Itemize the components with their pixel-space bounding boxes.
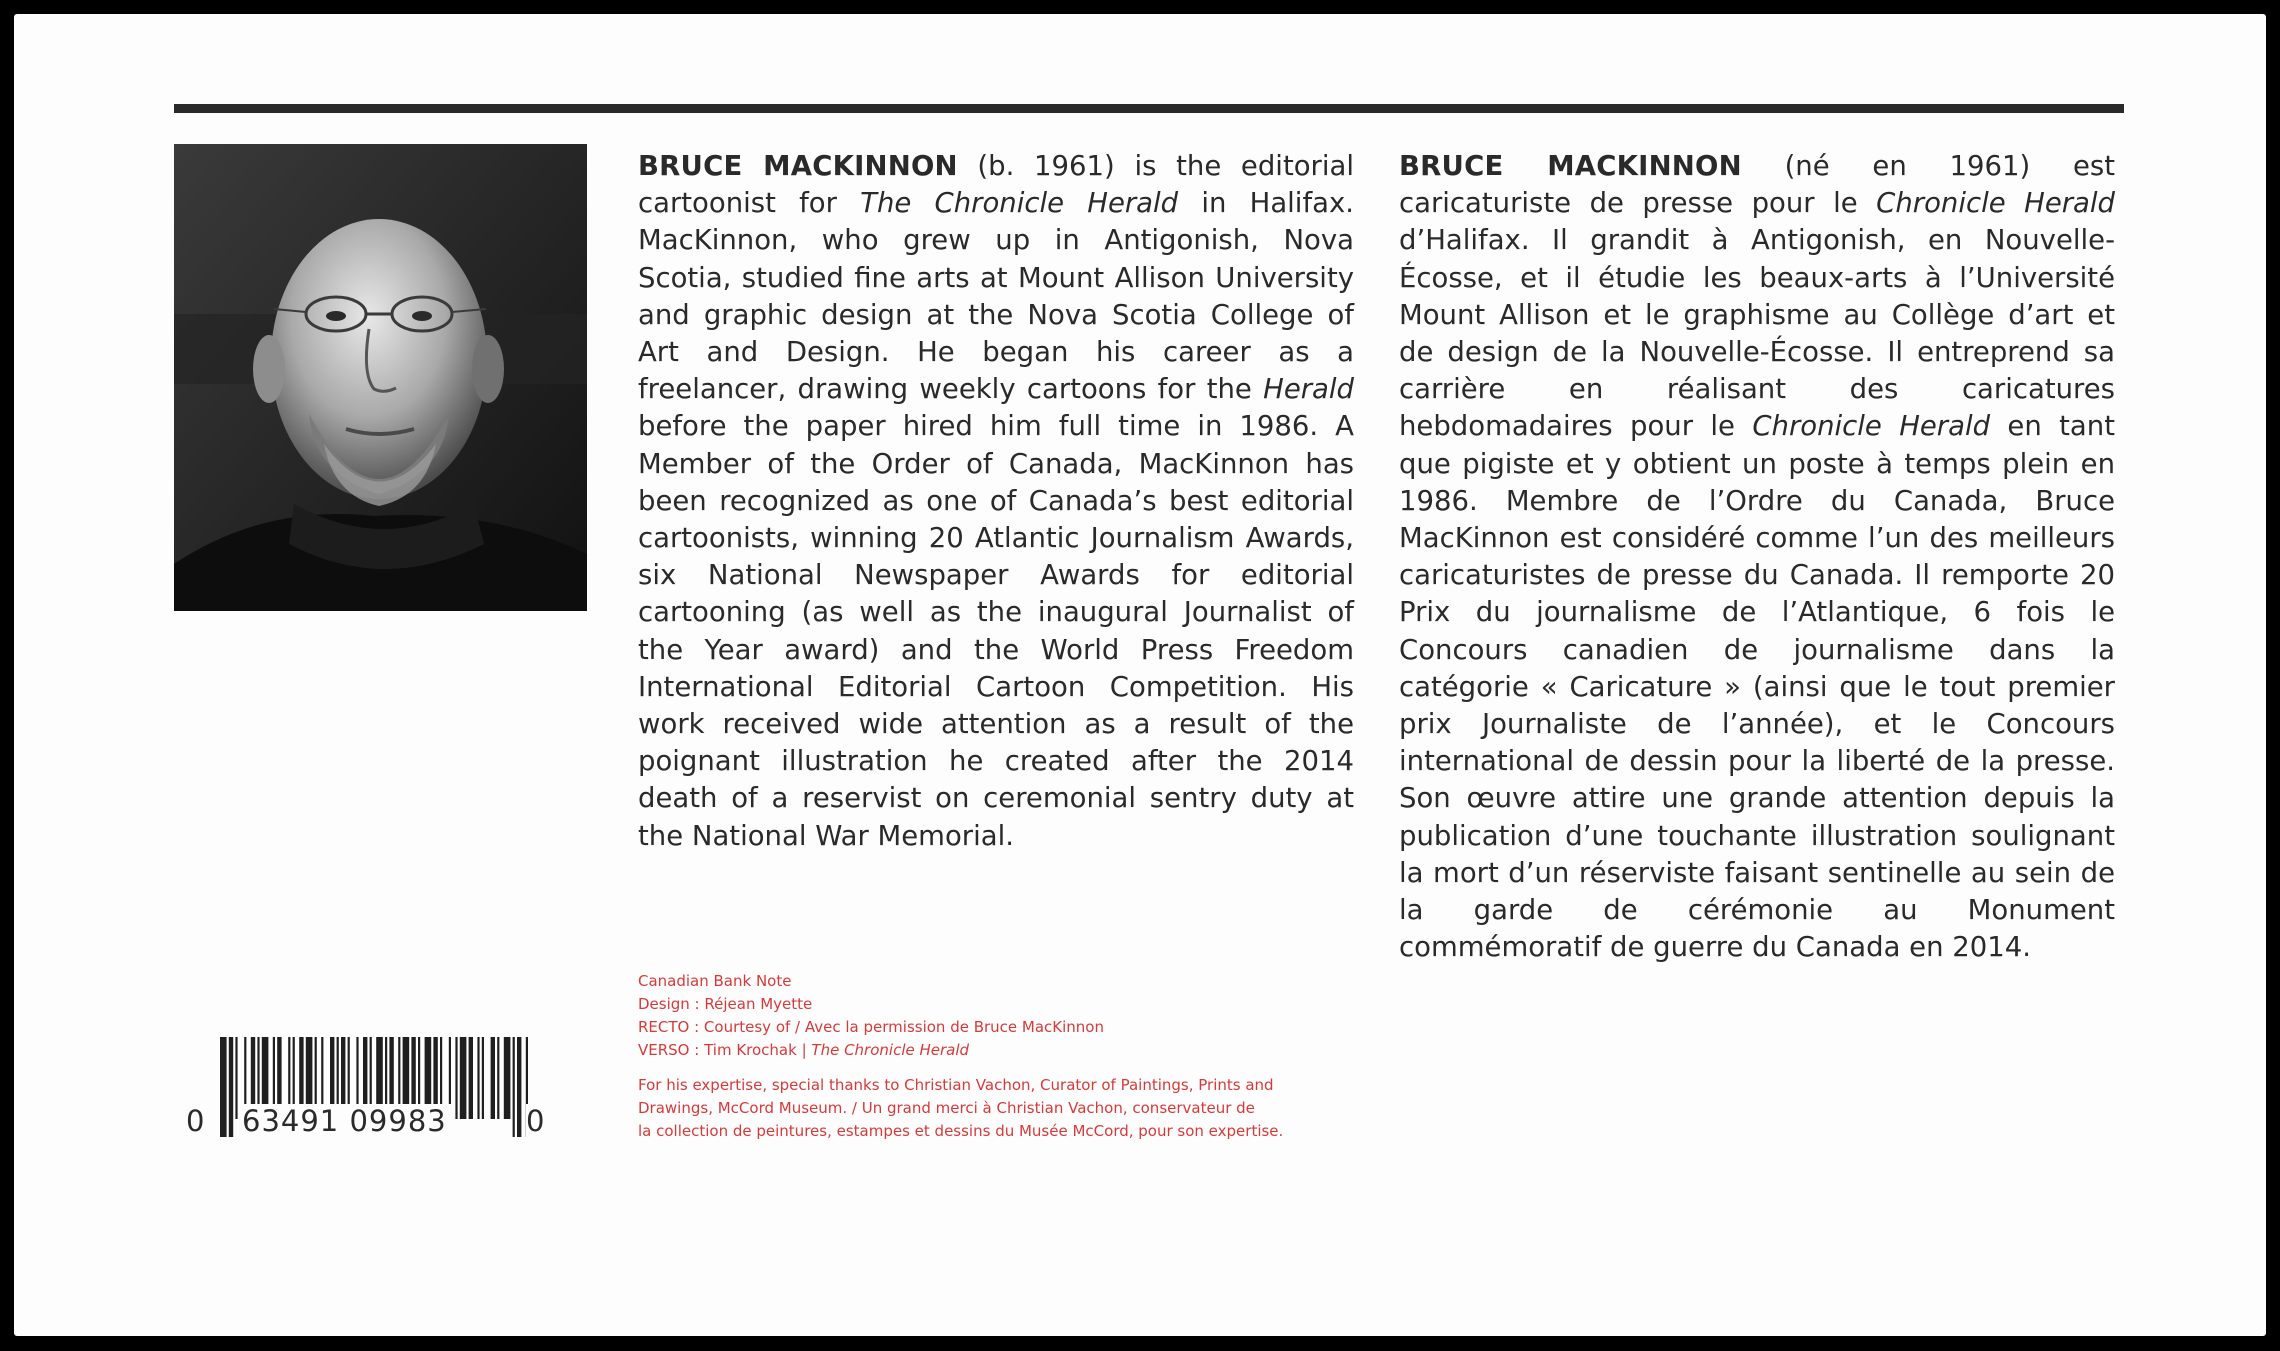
- credit-thanks-3: la collection de peintures, estampes et dessins du Musée McCord, pour son expertise.: [638, 1122, 1284, 1140]
- credits-block: [638, 970, 1398, 1143]
- bio-fr-name: BRUCE MACKINNON: [1399, 150, 1742, 182]
- bio-english: [638, 148, 1354, 855]
- bio-en-italic-2: Herald: [1263, 373, 1354, 406]
- bio-en-name: BRUCE MACKINNON: [638, 150, 958, 182]
- bio-french: [1399, 148, 2115, 966]
- portrait-photo: [174, 144, 587, 611]
- top-rule: [174, 104, 2124, 113]
- bio-en-text-1: (b. 1961) is the editorial cartoonist for: [638, 150, 1354, 220]
- credit-verso-publication: The Chronicle Herald: [811, 1041, 970, 1059]
- bio-en-italic-1: The Chronicle Herald: [860, 187, 1179, 220]
- credit-thanks-1: For his expertise, special thanks to Christian Vachon, Curator of Paintings, Prints and: [638, 1076, 1274, 1094]
- barcode-right-digit: 0: [526, 1104, 545, 1138]
- bio-fr-text-1: (né en 1961) est caricaturiste de presse pour le: [1399, 150, 2115, 220]
- barcode-main-digits: 63491 09983: [238, 1104, 451, 1138]
- barcode-digits: [174, 1104, 554, 1144]
- bio-fr-text-2: d’Halifax. Il grandit à Antigonish, en Nouvelle-Écosse, et il étudie les beaux-arts à l’Université Mount Allison et le graphisme au Collège d’art et de design de la Nouvelle-Écosse. Il entreprend sa carrière en réalisant des caricatures hebdomadaires pour le: [1399, 224, 2115, 443]
- bio-fr-text-3: en tant que pigiste et y obtient un poste à temps plein en 1986. Membre de l’Ordre du Canada, Bruce MacKinnon est considéré comme l’un des meilleurs caricaturistes de presse du Canada. Il remporte 20 Prix du journalisme de l’Atlantique, 6 fois le Concours canadien de journalisme dans la catégorie « Caricature » (ainsi que le tout premier prix Journaliste de l’année), et le Concours international de dessin pour la liberté de la presse. Son œuvre attire une grande attention depuis la publication d’une touchante illustration soulignant la mort d’un réserviste faisant sentinelle au sein de la garde de cérémonie au Monument commémoratif de guerre du Canada en 2014.: [1399, 410, 2115, 964]
- barcode-left-digit: 0: [186, 1104, 205, 1138]
- credit-design: Design : Réjean Myette: [638, 995, 813, 1013]
- credit-thanks-2: Drawings, McCord Museum. / Un grand merci à Christian Vachon, conservateur de: [638, 1099, 1255, 1117]
- credit-verso: [638, 1039, 1398, 1062]
- credit-recto: RECTO : Courtesy of / Avec la permission de Bruce MacKinnon: [638, 1018, 1104, 1036]
- envelope-back: [14, 14, 2266, 1336]
- bio-en-text-3: before the paper hired him full time in 1986. A Member of the Order of Canada, MacKinnon has been recognized as one of Canada’s best editorial cartoonists, winning 20 Atlantic Journalism Awards, six National Newspaper Awards for editorial cartooning (as well as the inaugural Journalist of the Year award) and the World Press Freedom International Editorial Cartoon Competition. His work received wide attention as a result of the poignant illustration he created after the 2014 death of a reservist on ceremonial sentry duty at the National War Memorial.: [638, 410, 1354, 852]
- bio-en-text-2: in Halifax. MacKinnon, who grew up in Antigonish, Nova Scotia, studied fine arts at Mount Allison University and graphic design at the Nova Scotia College of Art and Design. He began his career as a freelancer, drawing weekly cartoons for the: [638, 187, 1355, 406]
- bio-fr-italic-1: Chronicle Herald: [1876, 187, 2115, 220]
- credit-verso-prefix: VERSO : Tim Krochak |: [638, 1041, 812, 1059]
- bio-fr-italic-2: Chronicle Herald: [1752, 410, 1991, 443]
- credit-printer: Canadian Bank Note: [638, 972, 792, 990]
